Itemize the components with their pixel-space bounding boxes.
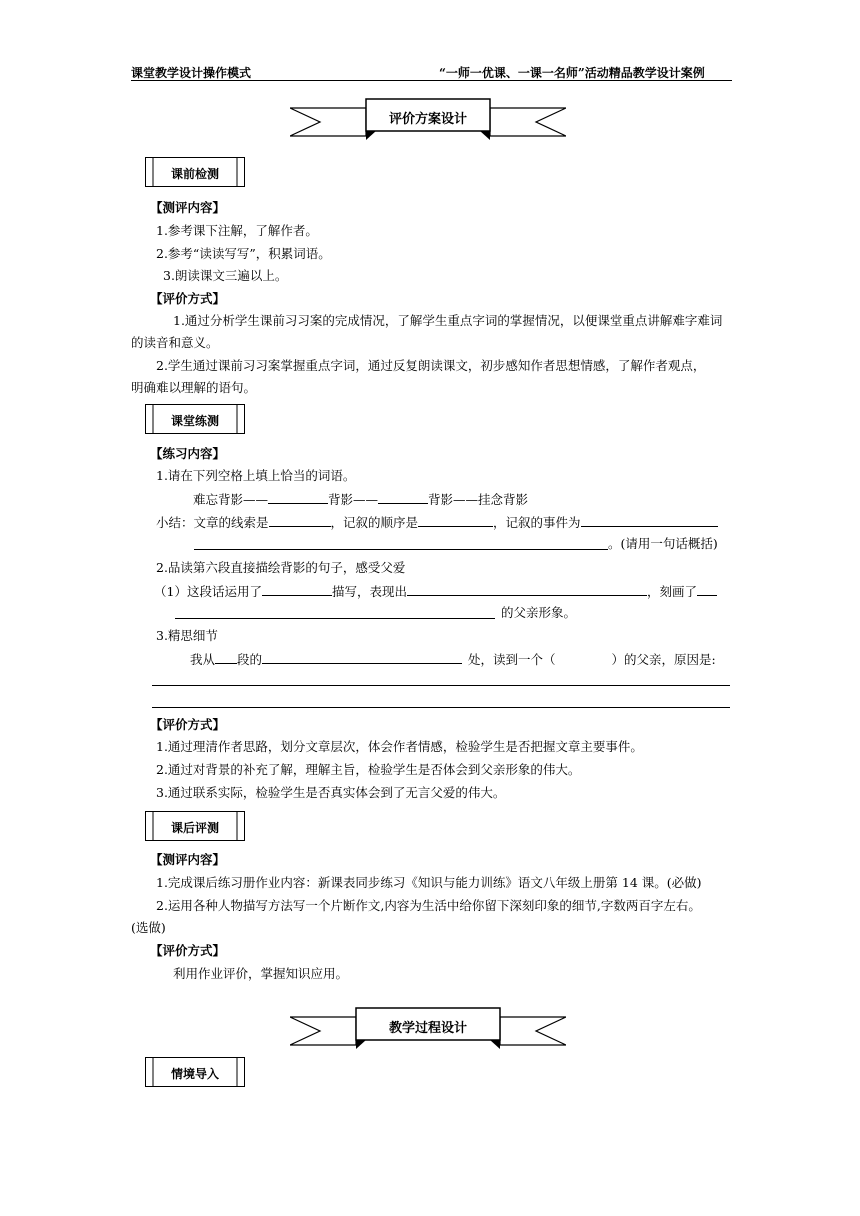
q3-d: ）的父亲，原因是:	[611, 652, 716, 667]
banner-teaching-process	[290, 1005, 566, 1053]
list-item: (选做)	[131, 920, 166, 935]
eval-text: 2.学生通过课前习习案掌握重点字词，通过反复朗读课文，初步感知作者思想情感，了解作者观点，	[156, 358, 706, 373]
question-2: 2.品读第六段直接描绘背影的句子，感受父爱	[156, 560, 406, 575]
q1-a: 难忘背影——	[193, 492, 269, 507]
q2-b: 描写，表现出	[331, 584, 407, 599]
section-title: 课堂练测	[170, 414, 219, 428]
eval-text: 2.通过对背景的补充了解，理解主旨，检验学生是否体会到父亲形象的伟大。	[156, 762, 581, 777]
eval-text: 利用作业评价，掌握知识应用。	[173, 966, 349, 981]
blank-field[interactable]	[378, 491, 428, 504]
section-title: 课后评测	[170, 821, 219, 835]
header-left: 课堂教学设计操作模式	[131, 66, 252, 80]
eval-text: 3.通过联系实际，检验学生是否真实体会到了无言父爱的伟大。	[156, 785, 506, 800]
blank-field[interactable]	[581, 514, 718, 527]
header-right: “一师一优课、一课一名师”活动精品教学设计案例	[439, 66, 705, 80]
section-box-post	[145, 811, 245, 841]
list-item: 3.朗读课文三遍以上。	[163, 268, 288, 283]
blank-field[interactable]	[418, 514, 493, 527]
blank-line[interactable]	[194, 549, 608, 550]
q1-line	[193, 491, 528, 508]
blank-field[interactable]	[262, 651, 462, 664]
blank-line[interactable]	[175, 618, 495, 619]
section-title: 课前检测	[170, 167, 219, 181]
blank-field[interactable]	[697, 583, 717, 596]
section-title: 情境导入	[170, 1067, 219, 1081]
summary-c: ，记叙的事件为	[493, 515, 581, 530]
blank-field[interactable]	[407, 583, 647, 596]
q2-d: 的父亲形象。	[501, 605, 577, 620]
header-rule	[131, 80, 732, 81]
q3-b: 段的	[237, 652, 263, 667]
q1-b: 背影——	[328, 492, 379, 507]
question-3: 3.精思细节	[156, 628, 218, 643]
label-eval: 【评价方式】	[150, 943, 226, 958]
blank-field[interactable]	[215, 651, 237, 664]
q3-c: 处，读到一个（	[468, 652, 556, 667]
summary-a: 小结：文章的线索是	[156, 515, 269, 530]
q2-c: ，刻画了	[646, 584, 697, 599]
banner-evaluation-plan	[290, 96, 566, 144]
list-item: 2.运用各种人物描写方法写一个片断作文,内容为生活中给你留下深刻印象的细节,字数两百字左右。	[156, 898, 701, 913]
summary-line	[156, 514, 718, 531]
blank-field[interactable]	[262, 583, 332, 596]
q2-a: （1）这段话运用了	[154, 584, 262, 599]
list-item: 1.完成课后练习册作业内容：新课表同步练习《知识与能力训练》语文八年级上册第 14 课。(必做)	[156, 875, 702, 890]
label-content: 【测评内容】	[150, 200, 226, 215]
answer-line[interactable]	[152, 685, 730, 686]
list-item: 1.参考课下注解，了解作者。	[156, 223, 318, 238]
q3-a: 我从	[190, 652, 216, 667]
label-eval: 【评价方式】	[150, 291, 226, 306]
q1-c: 背影——挂念背影	[428, 492, 529, 507]
summary-d: 。(请用一句话概括)	[608, 536, 718, 551]
q3-line	[190, 651, 716, 668]
label-content: 【测评内容】	[150, 852, 226, 867]
answer-line[interactable]	[152, 707, 730, 708]
blank-field[interactable]	[269, 514, 331, 527]
label-content: 【练习内容】	[150, 446, 226, 461]
section-box-pre	[145, 157, 245, 187]
section-box-class	[145, 404, 245, 434]
blank-field[interactable]	[268, 491, 328, 504]
eval-text: 1.通过理清作者思路，划分文章层次，体会作者情感，检验学生是否把握文章主要事件。	[156, 739, 643, 754]
eval-text: 的读音和意义。	[131, 335, 219, 350]
eval-text: 1.通过分析学生课前习习案的完成情况，了解学生重点字词的掌握情况，以便课堂重点讲解难字难词	[173, 313, 723, 328]
list-item: 2.参考“读读写写”，积累词语。	[156, 246, 331, 261]
question-1: 1.请在下列空格上填上恰当的词语。	[156, 468, 356, 483]
summary-b: ，记叙的顺序是	[330, 515, 419, 530]
banner-title: 评价方案设计	[388, 112, 467, 127]
eval-text: 明确难以理解的语句。	[131, 380, 257, 395]
label-eval: 【评价方式】	[150, 717, 226, 732]
section-box-intro	[145, 1057, 245, 1087]
banner-title: 教学过程设计	[388, 1021, 467, 1036]
q2-line	[154, 583, 717, 600]
